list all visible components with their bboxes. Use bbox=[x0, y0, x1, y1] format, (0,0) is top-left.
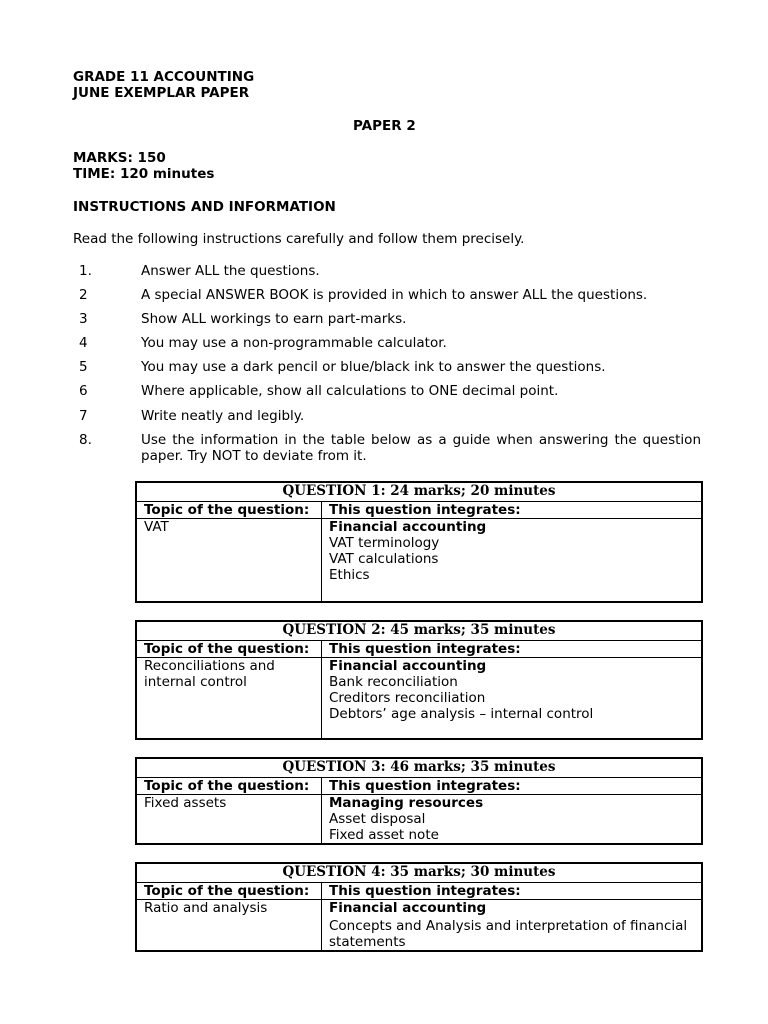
integrates-item: Fixed asset note bbox=[329, 827, 439, 843]
instruction-number: 2 bbox=[79, 287, 88, 303]
integrates-item: VAT calculations bbox=[329, 551, 439, 567]
integrates-header: This question integrates: bbox=[322, 641, 703, 658]
question-2-table bbox=[135, 620, 703, 740]
area-label: Financial accounting bbox=[329, 519, 487, 535]
instruction-number: 5 bbox=[79, 359, 88, 375]
topic-text: VAT bbox=[144, 519, 169, 535]
question-1-table bbox=[135, 481, 703, 603]
instruction-text: A special ANSWER BOOK is provided in which to answer ALL the questions. bbox=[141, 287, 648, 303]
integrates-header: This question integrates: bbox=[322, 883, 703, 900]
topic-cell bbox=[136, 658, 322, 740]
topic-text: Reconciliations and bbox=[144, 658, 275, 674]
instruction-number: 1. bbox=[79, 263, 92, 279]
integrates-item: Bank reconciliation bbox=[329, 674, 458, 690]
integrates-header: This question integrates: bbox=[322, 502, 703, 519]
integrates-item: Concepts and Analysis and interpretation of financial statements bbox=[329, 918, 688, 950]
integrates-cell bbox=[322, 658, 703, 740]
instruction-number: 8. bbox=[79, 432, 92, 448]
question-title: QUESTION 3: 46 marks; 35 minutes bbox=[136, 758, 702, 778]
topic-text: Ratio and analysis bbox=[144, 900, 268, 916]
instruction-text: Show ALL workings to earn part-marks. bbox=[141, 311, 407, 327]
marks-total: MARKS: 150 bbox=[73, 150, 166, 166]
topic-header: Topic of the question: bbox=[136, 778, 322, 795]
integrates-item: Creditors reconciliation bbox=[329, 690, 486, 706]
topic-header: Topic of the question: bbox=[136, 883, 322, 900]
instruction-text: You may use a non-programmable calculator. bbox=[141, 335, 447, 351]
paper-number: PAPER 2 bbox=[353, 118, 416, 134]
instruction-number: 4 bbox=[79, 335, 88, 351]
question-3-table bbox=[135, 757, 703, 845]
integrates-item: Debtors’ age analysis – internal control bbox=[329, 706, 594, 722]
instructions-intro: Read the following instructions carefully and follow them precisely. bbox=[73, 231, 525, 247]
document-title-line-1: GRADE 11 ACCOUNTING bbox=[73, 69, 255, 85]
integrates-cell bbox=[322, 519, 703, 603]
topic-text: Fixed assets bbox=[144, 795, 227, 811]
integrates-cell bbox=[322, 900, 703, 952]
question-title: QUESTION 1: 24 marks; 20 minutes bbox=[136, 482, 702, 502]
topic-cell bbox=[136, 900, 322, 952]
instruction-number: 7 bbox=[79, 408, 88, 424]
document-title-line-2: JUNE EXEMPLAR PAPER bbox=[73, 85, 250, 101]
area-label: Financial accounting bbox=[329, 658, 487, 674]
integrates-item: Ethics bbox=[329, 567, 370, 583]
instruction-text: Answer ALL the questions. bbox=[141, 263, 320, 279]
topic-text: internal control bbox=[144, 674, 247, 690]
area-label: Financial accounting bbox=[329, 900, 487, 916]
question-title: QUESTION 2: 45 marks; 35 minutes bbox=[136, 621, 702, 641]
question-4-table bbox=[135, 862, 703, 952]
integrates-item: VAT terminology bbox=[329, 535, 440, 551]
topic-header: Topic of the question: bbox=[136, 502, 322, 519]
instruction-text: You may use a dark pencil or blue/black ink to answer the questions. bbox=[141, 359, 606, 375]
instruction-number: 6 bbox=[79, 383, 88, 399]
topic-header: Topic of the question: bbox=[136, 641, 322, 658]
topic-cell bbox=[136, 795, 322, 845]
area-label: Managing resources bbox=[329, 795, 484, 811]
instructions-heading: INSTRUCTIONS AND INFORMATION bbox=[73, 199, 336, 215]
instruction-text: Where applicable, show all calculations to ONE decimal point. bbox=[141, 383, 559, 399]
instruction-text: Use the information in the table below as a guide when answering the question paper. Try NOT to deviate from it. bbox=[141, 432, 701, 464]
question-title: QUESTION 4: 35 marks; 30 minutes bbox=[136, 863, 702, 883]
integrates-item: Asset disposal bbox=[329, 811, 426, 827]
instruction-text: Write neatly and legibly. bbox=[141, 408, 305, 424]
instruction-number: 3 bbox=[79, 311, 88, 327]
integrates-header: This question integrates: bbox=[322, 778, 703, 795]
time-allowed: TIME: 120 minutes bbox=[73, 166, 215, 182]
integrates-cell bbox=[322, 795, 703, 845]
topic-cell bbox=[136, 519, 322, 603]
